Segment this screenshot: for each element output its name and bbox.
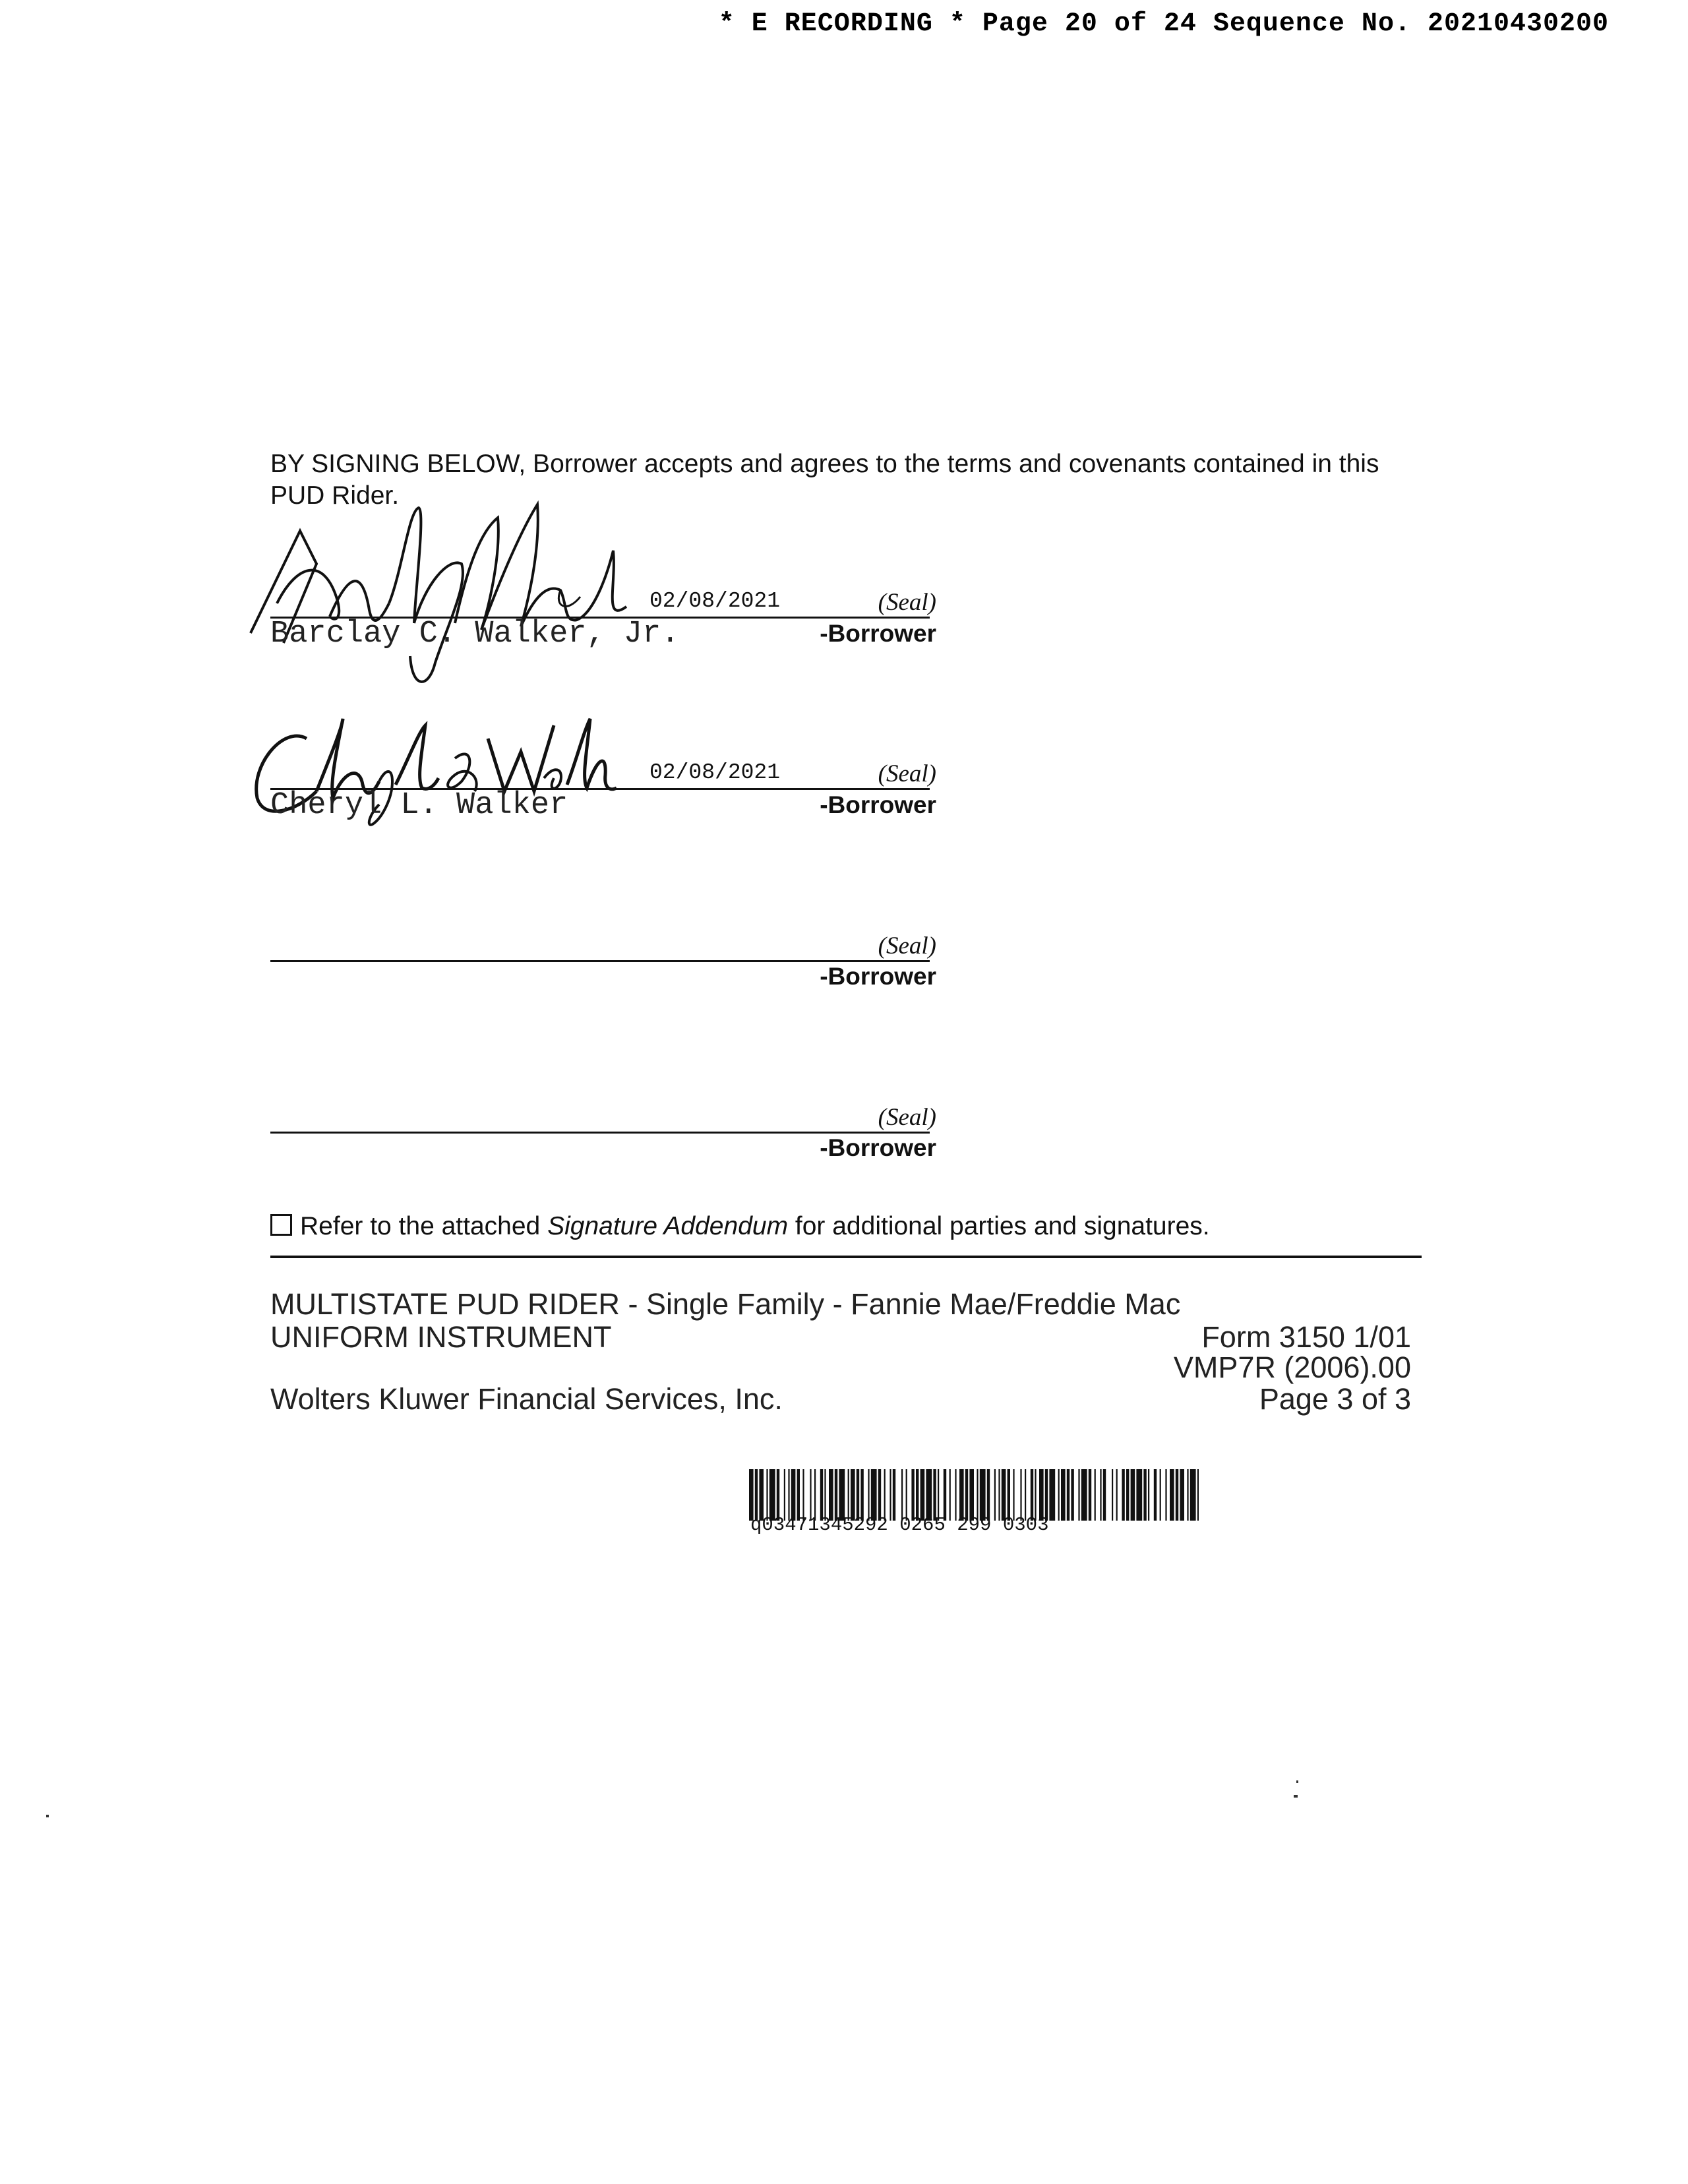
footer-company: Wolters Kluwer Financial Services, Inc. (270, 1382, 783, 1416)
addendum-checkbox[interactable] (270, 1214, 292, 1236)
addendum-prefix: Refer to the attached (300, 1212, 548, 1240)
borrower-label-3: -Borrower (820, 963, 936, 990)
signature-addendum-note (270, 1212, 1210, 1241)
addendum-emphasis: Signature Addendum (547, 1212, 789, 1240)
signer-name-2: Cheryl L. Walker (270, 788, 568, 823)
signer-name-1: Barclay C. Walker, Jr. (270, 617, 680, 652)
seal-label-3: (Seal) (878, 932, 936, 959)
addendum-suffix: for additional parties and signatures. (788, 1212, 1210, 1240)
borrower-label-1: -Borrower (820, 620, 936, 647)
borrower-label-4: -Borrower (820, 1134, 936, 1161)
seal-label-4: (Seal) (878, 1104, 936, 1131)
footer-vmp-code: VMP7R (2006).00 (1173, 1350, 1411, 1384)
scan-speck (1294, 1795, 1298, 1798)
barcode (749, 1469, 1199, 1521)
signature-line-3 (270, 960, 930, 962)
footer-divider (270, 1256, 1422, 1258)
signature-date-2: 02/08/2021 (649, 760, 781, 785)
signature-date-1: 02/08/2021 (649, 589, 781, 613)
footer-form-title: MULTISTATE PUD RIDER - Single Family - Fannie Mae/Freddie Mac (270, 1287, 1181, 1321)
seal-label-1: (Seal) (878, 589, 936, 616)
recording-header: * E RECORDING * Page 20 of 24 Sequence No. 20210430200 (718, 9, 1609, 39)
scan-speck (1296, 1780, 1298, 1783)
signature-line-4 (270, 1132, 930, 1134)
footer-page-number: Page 3 of 3 (1259, 1382, 1411, 1416)
intro-paragraph: BY SIGNING BELOW, Borrower accepts and agrees to the terms and covenants contained in this PUD Rider. (270, 450, 1379, 510)
borrower-label-2: -Borrower (820, 791, 936, 818)
barcode-number: q03471345292 0265 299 0303 (750, 1514, 1049, 1536)
scan-speck (46, 1815, 49, 1817)
footer-form-number: Form 3150 1/01 (1201, 1320, 1411, 1354)
footer-uniform-instrument: UNIFORM INSTRUMENT (270, 1320, 612, 1354)
seal-label-2: (Seal) (878, 760, 936, 787)
signature-barclay (237, 491, 646, 689)
